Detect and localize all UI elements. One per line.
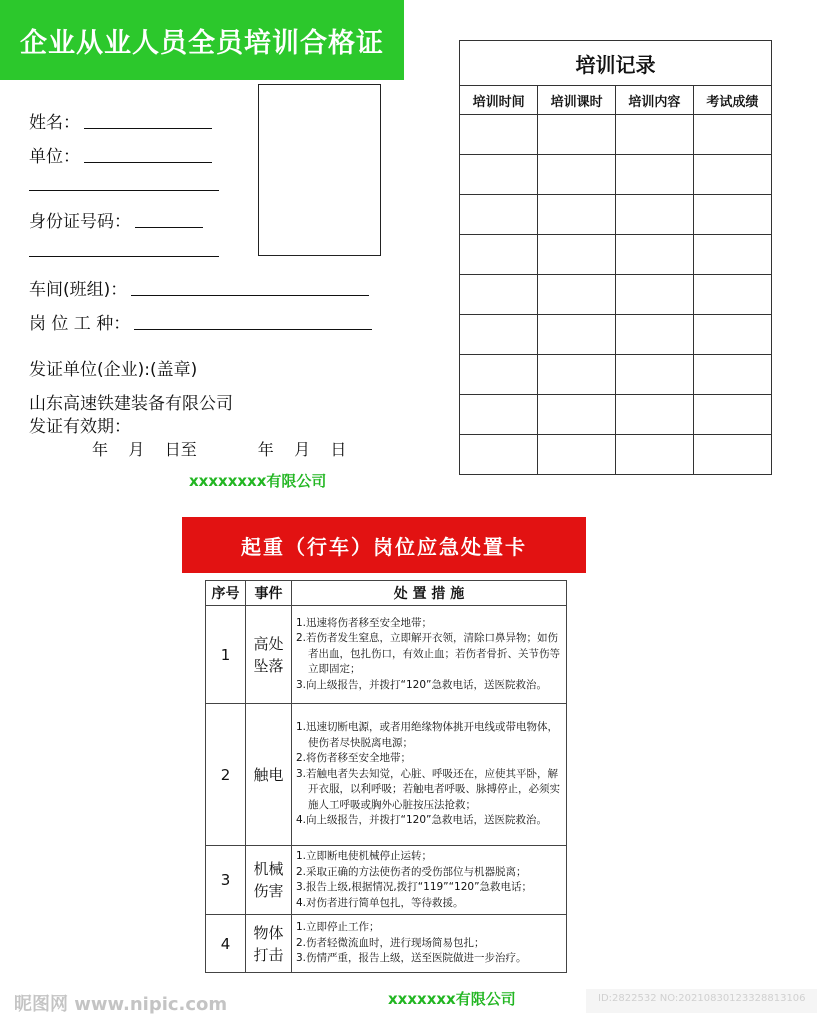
col-exam-score: 考试成绩 bbox=[693, 86, 771, 115]
row-event bbox=[246, 915, 292, 973]
measure-step: 1.迅速切断电源，或者用绝缘物体挑开电线或带电物体，使伤者尽快脱离电源； bbox=[296, 721, 559, 749]
table-row bbox=[206, 606, 567, 704]
col-training-time: 培训时间 bbox=[460, 86, 538, 115]
row-measures bbox=[292, 704, 567, 846]
table-cell bbox=[693, 235, 771, 275]
measure-step: 2.采取正确的方法使伤者的受伤部位与机器脱离； bbox=[296, 865, 527, 878]
training-record-table bbox=[459, 40, 772, 475]
unit-field bbox=[29, 142, 212, 167]
table-cell bbox=[538, 355, 616, 395]
training-record-title: 培训记录 bbox=[460, 41, 771, 86]
table-cell bbox=[616, 435, 694, 475]
measure-step: 3.向上级报告，并拨打“120”急救电话，送医院救治。 bbox=[296, 678, 547, 691]
emergency-card-title: 起重（行车）岗位应急处置卡 bbox=[182, 517, 586, 573]
table-row bbox=[206, 704, 567, 846]
measure-step: 3.伤情严重，报告上级，送至医院做进一步治疗。 bbox=[296, 952, 527, 965]
table-row bbox=[460, 115, 771, 155]
table-cell bbox=[538, 395, 616, 435]
watermark-left: 昵图网 www.nipic.com bbox=[14, 994, 228, 1015]
workshop-field bbox=[29, 275, 369, 300]
table-row bbox=[460, 355, 771, 395]
col-training-content: 培训内容 bbox=[616, 86, 694, 115]
table-row bbox=[460, 235, 771, 275]
table-cell bbox=[538, 235, 616, 275]
issuer-name: 山东高速铁建装备有限公司 bbox=[29, 394, 233, 414]
table-cell bbox=[616, 235, 694, 275]
table-row bbox=[460, 275, 771, 315]
table-cell bbox=[616, 275, 694, 315]
certificate-title: 企业从业人员全员培训合格证 bbox=[0, 0, 404, 80]
event-line: 机械 bbox=[253, 860, 284, 878]
table-cell bbox=[616, 155, 694, 195]
table-cell bbox=[460, 355, 538, 395]
table-cell bbox=[460, 155, 538, 195]
unit-blank-line-2 bbox=[29, 190, 219, 191]
row-number: 1 bbox=[206, 606, 246, 704]
table-cell bbox=[538, 435, 616, 475]
row-measures bbox=[292, 606, 567, 704]
table-cell bbox=[616, 355, 694, 395]
table-row bbox=[460, 315, 771, 355]
table-row bbox=[460, 435, 771, 475]
event-line: 高处 bbox=[253, 634, 284, 653]
photo-placeholder bbox=[258, 84, 381, 256]
emergency-card-company: xxxxxxx有限公司 bbox=[388, 990, 516, 1008]
measure-step: 4.向上级报告，并拨打“120”急救电话，送医院救治。 bbox=[296, 814, 547, 827]
table-row bbox=[206, 915, 567, 973]
table-cell bbox=[693, 275, 771, 315]
unit-label: 单位： bbox=[29, 147, 80, 167]
name-field bbox=[29, 108, 212, 133]
workshop-label: 车间(班组)： bbox=[29, 280, 128, 300]
position-field bbox=[29, 309, 372, 334]
table-cell bbox=[460, 315, 538, 355]
table-row bbox=[460, 155, 771, 195]
table-cell bbox=[460, 115, 538, 155]
measure-step: 4.对伤者进行简单包扎，等待救援。 bbox=[296, 896, 464, 909]
id-blank bbox=[135, 226, 203, 228]
table-cell bbox=[693, 195, 771, 235]
table-cell bbox=[460, 395, 538, 435]
col-training-hours: 培训课时 bbox=[538, 86, 616, 115]
watermark-right: ID:2822532 NO:20210830123328813106 bbox=[598, 993, 806, 1004]
table-cell bbox=[538, 195, 616, 235]
unit-blank bbox=[84, 161, 212, 163]
table-cell bbox=[538, 275, 616, 315]
position-label: 岗 位 工 种： bbox=[29, 314, 131, 334]
row-event bbox=[246, 606, 292, 704]
name-label: 姓名： bbox=[29, 113, 80, 133]
emergency-header bbox=[206, 581, 567, 606]
table-cell bbox=[693, 355, 771, 395]
issuer-label: 发证单位(企业):(盖章) bbox=[29, 360, 198, 380]
training-record-header bbox=[460, 86, 771, 115]
table-cell bbox=[538, 315, 616, 355]
table-row bbox=[460, 395, 771, 435]
measure-step: 2.将伤者移至安全地带； bbox=[296, 752, 412, 765]
table-cell bbox=[460, 275, 538, 315]
table-cell bbox=[693, 115, 771, 155]
table-cell bbox=[538, 155, 616, 195]
measure-step: 2.伤者轻微流血时，进行现场简易包扎； bbox=[296, 936, 485, 949]
row-number: 4 bbox=[206, 915, 246, 973]
validity-range: 年 月 日至 年 月 日 bbox=[92, 440, 347, 459]
table-cell bbox=[616, 395, 694, 435]
row-number: 3 bbox=[206, 846, 246, 915]
event-line: 坠落 bbox=[253, 656, 284, 675]
measure-step: 1.迅速将伤者移至安全地带； bbox=[296, 616, 433, 629]
measure-step: 3.报告上级,根据情况,拨打“119”“120”急救电话； bbox=[296, 881, 533, 893]
workshop-blank bbox=[131, 294, 369, 296]
id-label: 身份证号码： bbox=[29, 212, 131, 232]
event-line: 物体 bbox=[253, 923, 284, 942]
name-blank bbox=[84, 127, 212, 129]
measure-step: 1.立即断电使机械停止运转； bbox=[296, 850, 433, 862]
id-blank-line-2 bbox=[29, 256, 219, 257]
table-cell bbox=[616, 315, 694, 355]
position-blank bbox=[134, 328, 372, 330]
table-cell bbox=[693, 435, 771, 475]
table-cell bbox=[693, 315, 771, 355]
table-row bbox=[206, 846, 567, 915]
table-cell bbox=[460, 195, 538, 235]
table-cell bbox=[693, 395, 771, 435]
certificate-company: xxxxxxxx有限公司 bbox=[189, 472, 327, 490]
measure-step: 2.若伤者发生窒息，立即解开衣领，清除口鼻异物；如伤者出血，包扎伤口，有效止血；若伤者骨折、关节伤等立即固定； bbox=[296, 632, 560, 676]
measure-step: 3.若触电者失去知觉，心脏、呼吸还在，应使其平卧，解开衣服，以利呼吸；若触电者呼吸、脉搏停止，必须实施人工呼吸或胸外心脏按压法抢救； bbox=[296, 767, 560, 811]
id-field bbox=[29, 207, 203, 232]
event-line: 打击 bbox=[253, 945, 284, 964]
row-measures bbox=[292, 915, 567, 973]
emergency-card-table bbox=[205, 580, 566, 973]
event-line: 伤害 bbox=[253, 882, 284, 900]
col-measures: 处 置 措 施 bbox=[292, 581, 567, 606]
table-cell bbox=[460, 435, 538, 475]
col-no: 序号 bbox=[206, 581, 246, 606]
table-cell bbox=[460, 235, 538, 275]
event-line: 触电 bbox=[253, 765, 284, 784]
row-event bbox=[246, 704, 292, 846]
measure-step: 1.立即停止工作； bbox=[296, 921, 380, 934]
validity-label: 发证有效期： bbox=[29, 417, 131, 437]
row-number: 2 bbox=[206, 704, 246, 846]
row-measures bbox=[292, 846, 567, 915]
table-cell bbox=[616, 115, 694, 155]
table-cell bbox=[616, 195, 694, 235]
table-cell bbox=[538, 115, 616, 155]
table-row bbox=[460, 195, 771, 235]
table-cell bbox=[693, 155, 771, 195]
col-event: 事件 bbox=[246, 581, 292, 606]
row-event bbox=[246, 846, 292, 915]
